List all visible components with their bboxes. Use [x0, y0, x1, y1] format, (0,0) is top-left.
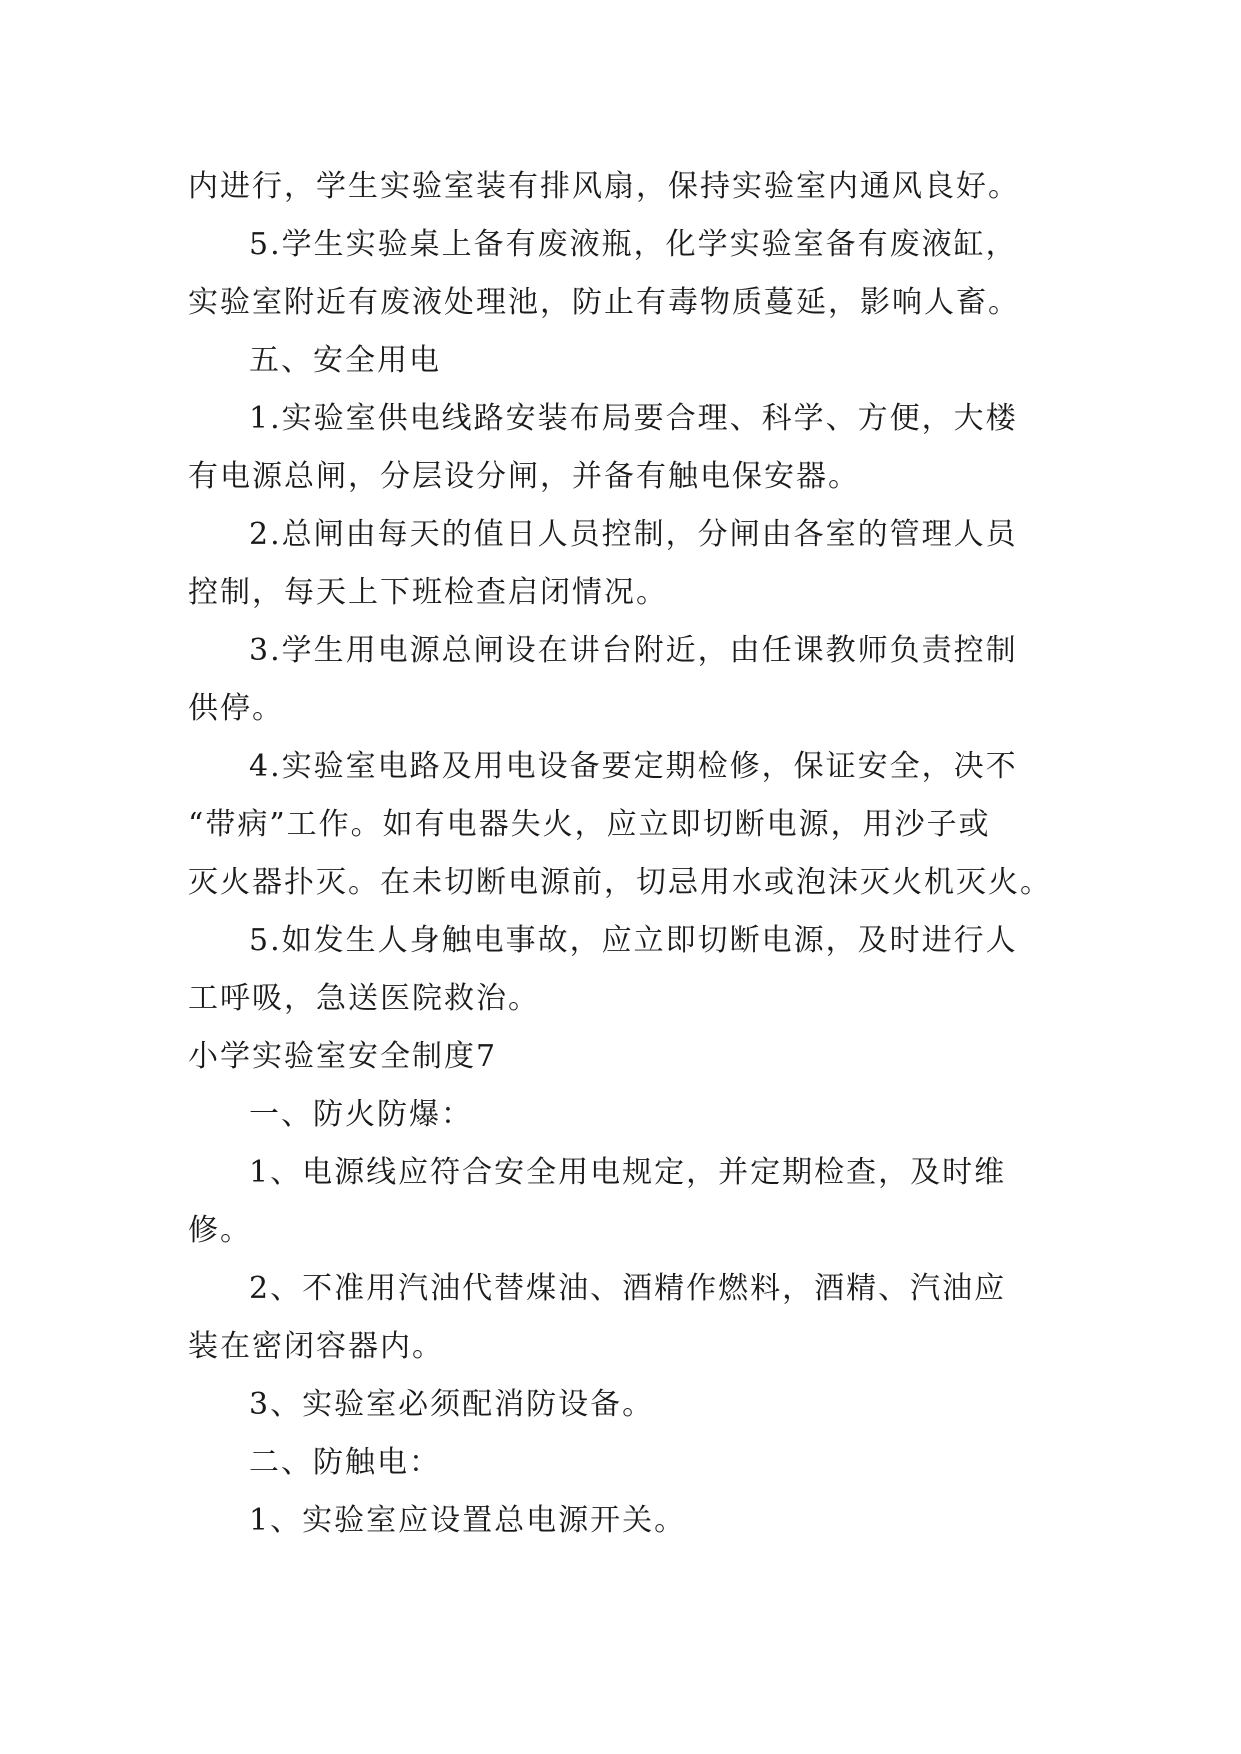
text-line: 2、不准用汽油代替煤油、酒精作燃料，酒精、汽油应 [249, 1271, 1007, 1306]
text-line: 5.学生实验桌上备有废液瓶，化学实验室备有废液缸， [249, 227, 1018, 262]
text-line: 1、实验室应设置总电源开关。 [249, 1503, 687, 1538]
text-line: 工呼吸，急送医院救治。 [188, 981, 540, 1016]
text-line: 有电源总闸，分层设分闸，并备有触电保安器。 [188, 459, 860, 494]
document-title: 小学实验室安全制度7 [188, 1039, 498, 1074]
text-line: “带病”工作。如有电器失火，应立即切断电源，用沙子或 [188, 807, 991, 842]
text-line: 5.如发生人身触电事故，应立即切断电源，及时进行人 [249, 923, 1018, 958]
section-heading: 一、防火防爆： [249, 1097, 473, 1132]
text-line: 控制，每天上下班检查启闭情况。 [188, 575, 668, 610]
text-line: 1、电源线应符合安全用电规定，并定期检查，及时维 [249, 1155, 1007, 1190]
text-line: 3.学生用电源总闸设在讲台附近，由任课教师负责控制 [249, 633, 1018, 668]
text-line: 装在密闭容器内。 [188, 1329, 444, 1364]
text-line: 4.实验室电路及用电设备要定期检修，保证安全，决不 [249, 749, 1018, 784]
text-line: 3、实验室必须配消防设备。 [249, 1387, 655, 1422]
text-line: 修。 [188, 1213, 252, 1248]
text-line: 实验室附近有废液处理池，防止有毒物质蔓延，影响人畜。 [188, 285, 1020, 320]
text-line: 1.实验室供电线路安装布局要合理、科学、方便，大楼 [249, 401, 1018, 436]
text-line: 2.总闸由每天的值日人员控制，分闸由各室的管理人员 [249, 517, 1018, 552]
text-line: 供停。 [188, 691, 284, 726]
text-line: 内进行，学生实验室装有排风扇，保持实验室内通风良好。 [188, 169, 1020, 204]
section-heading: 二、防触电： [249, 1445, 441, 1480]
document-page [188, 158, 1068, 1550]
text-line: 灭火器扑灭。在未切断电源前，切忌用水或泡沫灭火机灭火。 [188, 865, 1052, 900]
section-heading: 五、安全用电 [249, 343, 441, 378]
